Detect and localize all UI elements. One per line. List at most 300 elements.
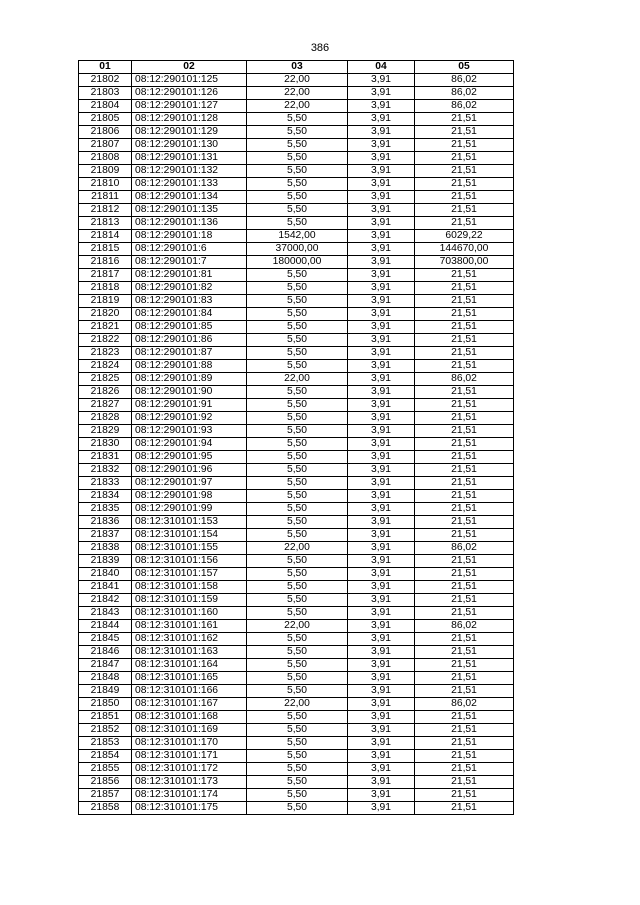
table-header: [79, 61, 514, 74]
row-number-cell: 21835: [79, 503, 132, 516]
table-row: [79, 724, 514, 737]
amount-cell: 21,51: [415, 568, 514, 581]
amount-cell: 21,51: [415, 685, 514, 698]
cadastral-code-cell: 08:12:290101:6: [132, 243, 247, 256]
rate-cell: 3,91: [348, 152, 415, 165]
cadastral-code-cell: 08:12:290101:93: [132, 425, 247, 438]
rate-cell: 3,91: [348, 711, 415, 724]
table-row: [79, 763, 514, 776]
area-cell: 1542,00: [247, 230, 348, 243]
row-number-cell: 21854: [79, 750, 132, 763]
rate-cell: 3,91: [348, 347, 415, 360]
table-row: [79, 633, 514, 646]
amount-cell: 21,51: [415, 490, 514, 503]
row-number-cell: 21821: [79, 321, 132, 334]
area-cell: 5,50: [247, 659, 348, 672]
row-number-cell: 21848: [79, 672, 132, 685]
area-cell: 5,50: [247, 113, 348, 126]
cadastral-code-cell: 08:12:310101:175: [132, 802, 247, 815]
amount-cell: 144670,00: [415, 243, 514, 256]
amount-cell: 21,51: [415, 711, 514, 724]
amount-cell: 21,51: [415, 438, 514, 451]
table-row: [79, 542, 514, 555]
rate-cell: 3,91: [348, 308, 415, 321]
amount-cell: 21,51: [415, 464, 514, 477]
area-cell: 5,50: [247, 438, 348, 451]
rate-cell: 3,91: [348, 269, 415, 282]
rate-cell: 3,91: [348, 412, 415, 425]
table-row: [79, 750, 514, 763]
area-cell: 22,00: [247, 698, 348, 711]
amount-cell: 21,51: [415, 295, 514, 308]
table-row: [79, 451, 514, 464]
area-cell: 5,50: [247, 204, 348, 217]
amount-cell: 21,51: [415, 529, 514, 542]
table-row: [79, 139, 514, 152]
row-number-cell: 21830: [79, 438, 132, 451]
amount-cell: 6029,22: [415, 230, 514, 243]
row-number-cell: 21817: [79, 269, 132, 282]
row-number-cell: 21815: [79, 243, 132, 256]
area-cell: 5,50: [247, 399, 348, 412]
rate-cell: 3,91: [348, 256, 415, 269]
row-number-cell: 21858: [79, 802, 132, 815]
amount-cell: 21,51: [415, 750, 514, 763]
row-number-cell: 21826: [79, 386, 132, 399]
rate-cell: 3,91: [348, 74, 415, 87]
area-cell: 5,50: [247, 776, 348, 789]
table-row: [79, 438, 514, 451]
cadastral-code-cell: 08:12:310101:166: [132, 685, 247, 698]
amount-cell: 703800,00: [415, 256, 514, 269]
table-row: [79, 321, 514, 334]
cadastral-code-cell: 08:12:290101:99: [132, 503, 247, 516]
area-cell: 5,50: [247, 360, 348, 373]
cadastral-code-cell: 08:12:290101:18: [132, 230, 247, 243]
area-cell: 5,50: [247, 165, 348, 178]
rate-cell: 3,91: [348, 399, 415, 412]
amount-cell: 21,51: [415, 113, 514, 126]
rate-cell: 3,91: [348, 126, 415, 139]
amount-cell: 21,51: [415, 581, 514, 594]
table-row: [79, 594, 514, 607]
area-cell: 5,50: [247, 217, 348, 230]
rate-cell: 3,91: [348, 451, 415, 464]
area-cell: 5,50: [247, 386, 348, 399]
row-number-cell: 21842: [79, 594, 132, 607]
table-row: [79, 698, 514, 711]
area-cell: 5,50: [247, 711, 348, 724]
row-number-cell: 21803: [79, 87, 132, 100]
row-number-cell: 21850: [79, 698, 132, 711]
amount-cell: 21,51: [415, 282, 514, 295]
cadastral-code-cell: 08:12:310101:165: [132, 672, 247, 685]
table-row: [79, 516, 514, 529]
column-header: 02: [132, 61, 247, 74]
table-row: [79, 269, 514, 282]
table-row: [79, 737, 514, 750]
row-number-cell: 21825: [79, 373, 132, 386]
rate-cell: 3,91: [348, 672, 415, 685]
data-table: [78, 60, 514, 815]
amount-cell: 21,51: [415, 737, 514, 750]
area-cell: 22,00: [247, 100, 348, 113]
row-number-cell: 21847: [79, 659, 132, 672]
table-row: [79, 789, 514, 802]
amount-cell: 21,51: [415, 659, 514, 672]
rate-cell: 3,91: [348, 607, 415, 620]
row-number-cell: 21840: [79, 568, 132, 581]
area-cell: 5,50: [247, 750, 348, 763]
row-number-cell: 21806: [79, 126, 132, 139]
row-number-cell: 21828: [79, 412, 132, 425]
table-row: [79, 113, 514, 126]
cadastral-code-cell: 08:12:310101:170: [132, 737, 247, 750]
area-cell: 5,50: [247, 139, 348, 152]
table-row: [79, 100, 514, 113]
amount-cell: 21,51: [415, 425, 514, 438]
cadastral-code-cell: 08:12:290101:97: [132, 477, 247, 490]
table-row: [79, 477, 514, 490]
table-row: [79, 308, 514, 321]
area-cell: 5,50: [247, 607, 348, 620]
table-row: [79, 204, 514, 217]
cadastral-code-cell: 08:12:310101:160: [132, 607, 247, 620]
rate-cell: 3,91: [348, 620, 415, 633]
column-header: 01: [79, 61, 132, 74]
rate-cell: 3,91: [348, 191, 415, 204]
area-cell: 5,50: [247, 555, 348, 568]
table-row: [79, 295, 514, 308]
table-row: [79, 711, 514, 724]
row-number-cell: 21831: [79, 451, 132, 464]
cadastral-code-cell: 08:12:290101:134: [132, 191, 247, 204]
area-cell: 5,50: [247, 516, 348, 529]
table-row: [79, 776, 514, 789]
amount-cell: 21,51: [415, 204, 514, 217]
table-row: [79, 165, 514, 178]
cadastral-code-cell: 08:12:310101:174: [132, 789, 247, 802]
rate-cell: 3,91: [348, 464, 415, 477]
row-number-cell: 21812: [79, 204, 132, 217]
amount-cell: 21,51: [415, 126, 514, 139]
row-number-cell: 21846: [79, 646, 132, 659]
row-number-cell: 21836: [79, 516, 132, 529]
row-number-cell: 21837: [79, 529, 132, 542]
rate-cell: 3,91: [348, 165, 415, 178]
area-cell: 5,50: [247, 477, 348, 490]
cadastral-code-cell: 08:12:290101:128: [132, 113, 247, 126]
amount-cell: 21,51: [415, 477, 514, 490]
rate-cell: 3,91: [348, 568, 415, 581]
cadastral-code-cell: 08:12:290101:81: [132, 269, 247, 282]
rate-cell: 3,91: [348, 581, 415, 594]
table-row: [79, 126, 514, 139]
area-cell: 22,00: [247, 542, 348, 555]
cadastral-code-cell: 08:12:290101:125: [132, 74, 247, 87]
rate-cell: 3,91: [348, 438, 415, 451]
area-cell: 180000,00: [247, 256, 348, 269]
amount-cell: 21,51: [415, 321, 514, 334]
cadastral-code-cell: 08:12:290101:88: [132, 360, 247, 373]
area-cell: 5,50: [247, 308, 348, 321]
amount-cell: 21,51: [415, 802, 514, 815]
cadastral-code-cell: 08:12:310101:173: [132, 776, 247, 789]
cadastral-code-cell: 08:12:310101:171: [132, 750, 247, 763]
row-number-cell: 21807: [79, 139, 132, 152]
area-cell: 5,50: [247, 152, 348, 165]
amount-cell: 21,51: [415, 555, 514, 568]
rate-cell: 3,91: [348, 217, 415, 230]
table-row: [79, 152, 514, 165]
header-row: [79, 61, 514, 74]
area-cell: 5,50: [247, 737, 348, 750]
table-row: [79, 399, 514, 412]
page-number: 386: [310, 42, 330, 54]
amount-cell: 21,51: [415, 412, 514, 425]
amount-cell: 86,02: [415, 698, 514, 711]
row-number-cell: 21832: [79, 464, 132, 477]
rate-cell: 3,91: [348, 555, 415, 568]
table-row: [79, 802, 514, 815]
column-header: 04: [348, 61, 415, 74]
cadastral-code-cell: 08:12:290101:95: [132, 451, 247, 464]
rate-cell: 3,91: [348, 178, 415, 191]
cadastral-code-cell: 08:12:290101:84: [132, 308, 247, 321]
table-row: [79, 581, 514, 594]
cadastral-code-cell: 08:12:310101:157: [132, 568, 247, 581]
area-cell: 5,50: [247, 464, 348, 477]
amount-cell: 86,02: [415, 620, 514, 633]
cadastral-code-cell: 08:12:290101:131: [132, 152, 247, 165]
rate-cell: 3,91: [348, 542, 415, 555]
row-number-cell: 21809: [79, 165, 132, 178]
amount-cell: 86,02: [415, 74, 514, 87]
area-cell: 22,00: [247, 373, 348, 386]
rate-cell: 3,91: [348, 204, 415, 217]
cadastral-code-cell: 08:12:310101:162: [132, 633, 247, 646]
table-row: [79, 74, 514, 87]
rate-cell: 3,91: [348, 334, 415, 347]
amount-cell: 21,51: [415, 399, 514, 412]
amount-cell: 21,51: [415, 503, 514, 516]
cadastral-code-cell: 08:12:310101:154: [132, 529, 247, 542]
row-number-cell: 21839: [79, 555, 132, 568]
cadastral-code-cell: 08:12:310101:156: [132, 555, 247, 568]
row-number-cell: 21823: [79, 347, 132, 360]
row-number-cell: 21856: [79, 776, 132, 789]
column-header: 05: [415, 61, 514, 74]
rate-cell: 3,91: [348, 737, 415, 750]
cadastral-code-cell: 08:12:290101:90: [132, 386, 247, 399]
cadastral-code-cell: 08:12:290101:94: [132, 438, 247, 451]
table-row: [79, 386, 514, 399]
table-row: [79, 243, 514, 256]
table-row: [79, 685, 514, 698]
amount-cell: 21,51: [415, 269, 514, 282]
cadastral-code-cell: 08:12:290101:133: [132, 178, 247, 191]
row-number-cell: 21834: [79, 490, 132, 503]
table-row: [79, 529, 514, 542]
area-cell: 22,00: [247, 620, 348, 633]
table-row: [79, 230, 514, 243]
rate-cell: 3,91: [348, 503, 415, 516]
amount-cell: 21,51: [415, 594, 514, 607]
amount-cell: 21,51: [415, 334, 514, 347]
row-number-cell: 21804: [79, 100, 132, 113]
cadastral-code-cell: 08:12:290101:7: [132, 256, 247, 269]
table-row: [79, 282, 514, 295]
rate-cell: 3,91: [348, 763, 415, 776]
table-row: [79, 425, 514, 438]
rate-cell: 3,91: [348, 789, 415, 802]
amount-cell: 21,51: [415, 217, 514, 230]
row-number-cell: 21833: [79, 477, 132, 490]
area-cell: 5,50: [247, 178, 348, 191]
table-row: [79, 256, 514, 269]
area-cell: 5,50: [247, 568, 348, 581]
amount-cell: 21,51: [415, 672, 514, 685]
row-number-cell: 21818: [79, 282, 132, 295]
rate-cell: 3,91: [348, 100, 415, 113]
amount-cell: 21,51: [415, 347, 514, 360]
rate-cell: 3,91: [348, 490, 415, 503]
cadastral-code-cell: 08:12:310101:153: [132, 516, 247, 529]
amount-cell: 86,02: [415, 542, 514, 555]
area-cell: 5,50: [247, 126, 348, 139]
table-row: [79, 620, 514, 633]
table-row: [79, 412, 514, 425]
row-number-cell: 21802: [79, 74, 132, 87]
rate-cell: 3,91: [348, 386, 415, 399]
area-cell: 5,50: [247, 334, 348, 347]
cadastral-code-cell: 08:12:290101:127: [132, 100, 247, 113]
rate-cell: 3,91: [348, 516, 415, 529]
amount-cell: 21,51: [415, 386, 514, 399]
table-row: [79, 568, 514, 581]
area-cell: 5,50: [247, 295, 348, 308]
amount-cell: 21,51: [415, 191, 514, 204]
table-row: [79, 360, 514, 373]
row-number-cell: 21843: [79, 607, 132, 620]
row-number-cell: 21810: [79, 178, 132, 191]
rate-cell: 3,91: [348, 698, 415, 711]
cadastral-code-cell: 08:12:310101:161: [132, 620, 247, 633]
table-row: [79, 607, 514, 620]
row-number-cell: 21849: [79, 685, 132, 698]
table-row: [79, 672, 514, 685]
area-cell: 5,50: [247, 802, 348, 815]
amount-cell: 86,02: [415, 373, 514, 386]
rate-cell: 3,91: [348, 87, 415, 100]
area-cell: 5,50: [247, 282, 348, 295]
row-number-cell: 21829: [79, 425, 132, 438]
amount-cell: 21,51: [415, 646, 514, 659]
amount-cell: 21,51: [415, 789, 514, 802]
cadastral-code-cell: 08:12:310101:167: [132, 698, 247, 711]
rate-cell: 3,91: [348, 594, 415, 607]
rate-cell: 3,91: [348, 802, 415, 815]
cadastral-code-cell: 08:12:290101:85: [132, 321, 247, 334]
row-number-cell: 21852: [79, 724, 132, 737]
cadastral-code-cell: 08:12:290101:87: [132, 347, 247, 360]
row-number-cell: 21857: [79, 789, 132, 802]
row-number-cell: 21827: [79, 399, 132, 412]
cadastral-code-cell: 08:12:310101:163: [132, 646, 247, 659]
rate-cell: 3,91: [348, 776, 415, 789]
area-cell: 37000,00: [247, 243, 348, 256]
table-row: [79, 646, 514, 659]
amount-cell: 21,51: [415, 763, 514, 776]
cadastral-code-cell: 08:12:310101:168: [132, 711, 247, 724]
rate-cell: 3,91: [348, 230, 415, 243]
table-row: [79, 178, 514, 191]
area-cell: 5,50: [247, 269, 348, 282]
area-cell: 5,50: [247, 347, 348, 360]
area-cell: 5,50: [247, 321, 348, 334]
amount-cell: 21,51: [415, 633, 514, 646]
area-cell: 5,50: [247, 425, 348, 438]
amount-cell: 21,51: [415, 152, 514, 165]
rate-cell: 3,91: [348, 425, 415, 438]
amount-cell: 21,51: [415, 308, 514, 321]
amount-cell: 21,51: [415, 165, 514, 178]
rate-cell: 3,91: [348, 477, 415, 490]
cadastral-code-cell: 08:12:290101:132: [132, 165, 247, 178]
row-number-cell: 21841: [79, 581, 132, 594]
table-row: [79, 503, 514, 516]
cadastral-code-cell: 08:12:290101:130: [132, 139, 247, 152]
area-cell: 5,50: [247, 633, 348, 646]
area-cell: 5,50: [247, 685, 348, 698]
rate-cell: 3,91: [348, 750, 415, 763]
row-number-cell: 21855: [79, 763, 132, 776]
area-cell: 22,00: [247, 74, 348, 87]
table-row: [79, 464, 514, 477]
rate-cell: 3,91: [348, 139, 415, 152]
table-row: [79, 659, 514, 672]
area-cell: 5,50: [247, 412, 348, 425]
cadastral-code-cell: 08:12:290101:82: [132, 282, 247, 295]
cadastral-code-cell: 08:12:290101:91: [132, 399, 247, 412]
cadastral-code-cell: 08:12:310101:169: [132, 724, 247, 737]
rate-cell: 3,91: [348, 321, 415, 334]
rate-cell: 3,91: [348, 113, 415, 126]
table-body: [79, 74, 514, 815]
amount-cell: 21,51: [415, 776, 514, 789]
area-cell: 5,50: [247, 594, 348, 607]
cadastral-code-cell: 08:12:310101:155: [132, 542, 247, 555]
amount-cell: 86,02: [415, 87, 514, 100]
table-row: [79, 87, 514, 100]
row-number-cell: 21845: [79, 633, 132, 646]
amount-cell: 21,51: [415, 451, 514, 464]
column-header: 03: [247, 61, 348, 74]
row-number-cell: 21822: [79, 334, 132, 347]
area-cell: 5,50: [247, 672, 348, 685]
area-cell: 5,50: [247, 763, 348, 776]
cadastral-code-cell: 08:12:290101:89: [132, 373, 247, 386]
amount-cell: 21,51: [415, 360, 514, 373]
row-number-cell: 21838: [79, 542, 132, 555]
amount-cell: 21,51: [415, 724, 514, 737]
table-row: [79, 347, 514, 360]
row-number-cell: 21805: [79, 113, 132, 126]
area-cell: 5,50: [247, 581, 348, 594]
rate-cell: 3,91: [348, 633, 415, 646]
cadastral-code-cell: 08:12:290101:83: [132, 295, 247, 308]
cadastral-code-cell: 08:12:290101:98: [132, 490, 247, 503]
